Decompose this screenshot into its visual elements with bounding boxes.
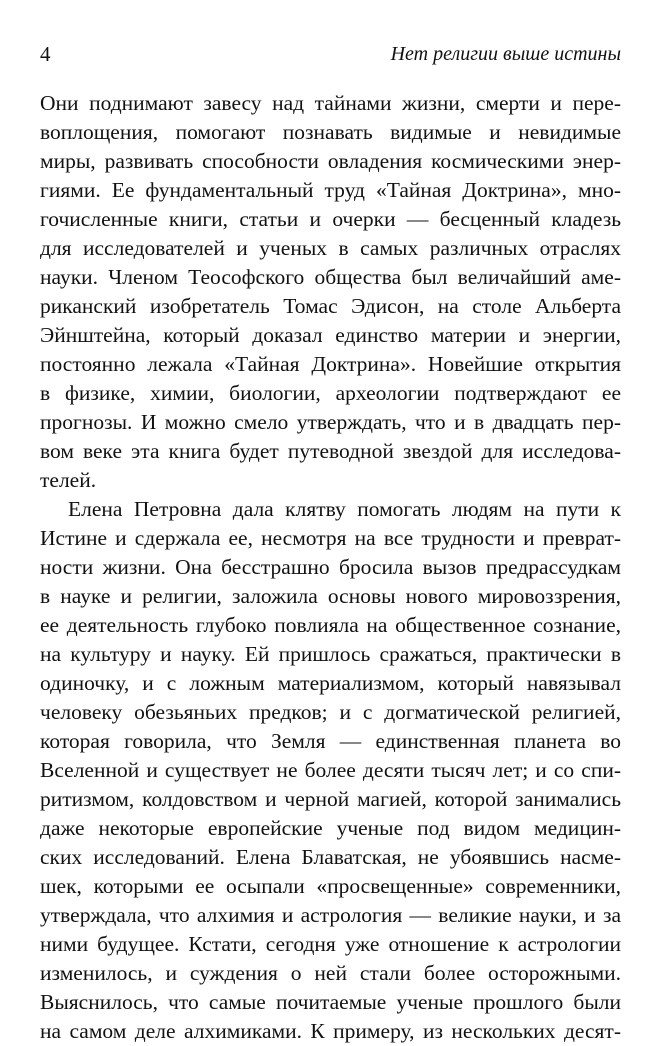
text-line: на культуру и науку. Ей пришлось сражаться, практически в [40,642,621,666]
text-line: утверждала, что алхимия и астрология — великие науки, и за [40,903,621,927]
body-text [40,89,621,1046]
text-line: ритизмом, колдовством и черной магией, которой занимались [40,787,621,811]
text-line: для исследователей и ученых в самых различных отраслях [40,236,621,260]
text-line: человеку обезьяньих предков; и с догматической религией, [40,700,621,724]
text-line: ее деятельность глубоко повлияла на общественное сознание, [40,613,621,637]
text-line: ними будущее. Кстати, сегодня уже отношение к астрологии [40,932,621,956]
text-line: миры, развивать способности овладения космическими энер- [40,149,621,173]
text-line: Елена Петровна дала клятву помогать людям на пути к [68,497,621,521]
text-line: ности жизни. Она бесстрашно бросила вызов предрассудкам [40,555,621,579]
text-line: Эйнштейна, который доказал единство материи и энергии, [40,323,621,347]
text-line: прогнозы. И можно смело утверждать, что и в двадцать пер- [40,410,621,434]
text-line: воплощения, помогают познавать видимые и невидимые [40,120,621,144]
paragraph-2 [40,495,621,1046]
text-line: Они поднимают завесу над тайнами жизни, смерти и пере- [40,91,621,115]
text-line: даже некоторые европейские ученые под видом медицин- [40,816,621,840]
running-header [40,40,621,68]
text-line: постоянно лежала «Тайная Доктрина». Новейшие открытия [40,352,621,376]
text-line: вом веке эта книга будет путеводной звездой для исследова- [40,439,621,463]
text-line: ских исследований. Елена Блаватская, не убоявшись насме- [40,845,621,869]
text-line: Истине и сдержала ее, несмотря на все трудности и преврат- [40,526,621,550]
text-line: Вселенной и существует не более десяти тысяч лет; и со спи- [40,758,621,782]
text-line: шек, которыми ее осыпали «просвещенные» современники, [40,874,621,898]
paragraph-1 [40,89,621,495]
text-line: телей. [40,468,97,492]
text-line: гочисленные книги, статьи и очерки — бесценный кладезь [40,207,621,231]
text-line: на самом деле алхимиками. К примеру, из нескольких десят- [40,1019,621,1043]
text-line: изменилось, и суждения о ней стали более осторожными. [40,961,621,985]
text-line: в науке и религии, заложила основы нового мировоззрения, [40,584,621,608]
text-line: гиями. Ее фундаментальный труд «Тайная Доктрина», мно- [40,178,621,202]
text-line: одиночку, и с ложным материализмом, который навязывал [40,671,621,695]
text-line: риканский изобретатель Томас Эдисон, на столе Альберта [40,294,621,318]
text-line: науки. Членом Теософского общества был величайший аме- [40,265,621,289]
text-line: которая говорила, что Земля — единственная планета во [40,729,621,753]
text-line: Выяснилось, что самые почитаемые ученые прошлого были [40,990,621,1014]
running-title: Нет религии выше истины [390,43,621,65]
page-number: 4 [40,42,51,66]
text-line: в физике, химии, биологии, археологии подтверждают ее [40,381,621,405]
